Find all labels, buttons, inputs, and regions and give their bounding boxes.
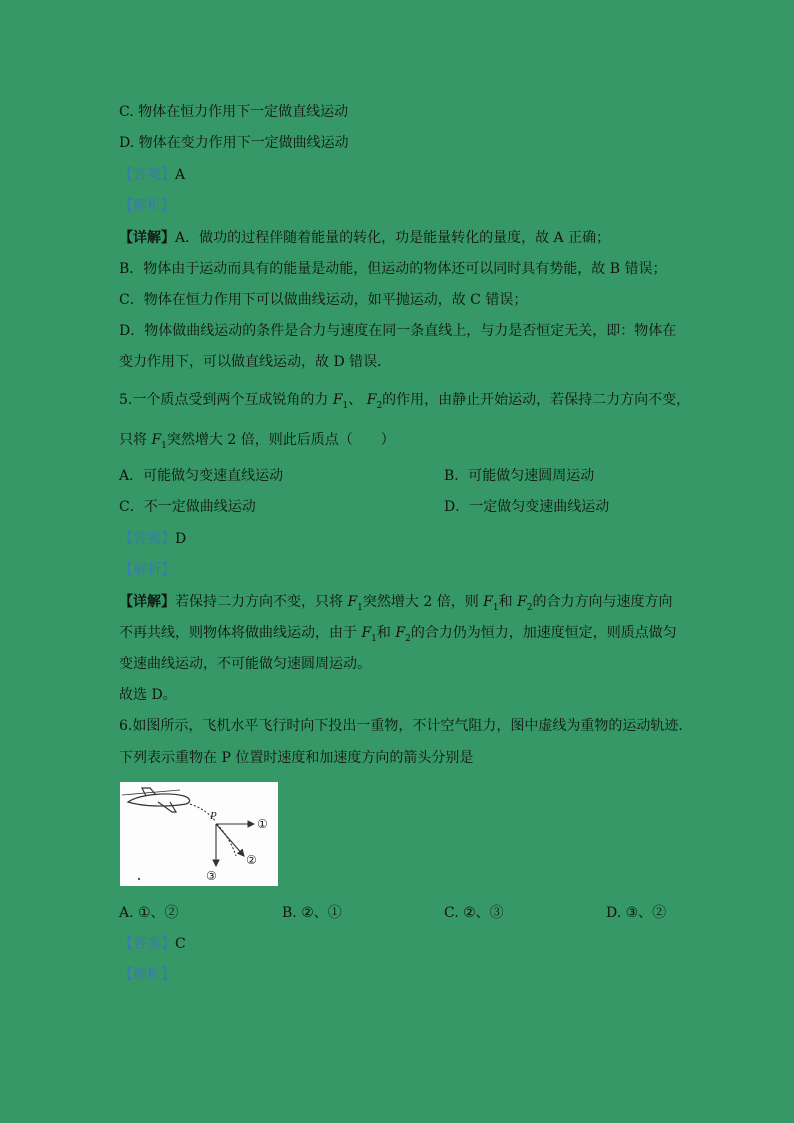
answer-tag: 【答案】 — [119, 167, 175, 183]
detail-text: 的合力方向与速度方向 — [532, 594, 673, 610]
q4-detail-d1: D．物体做曲线运动的条件是合力与速度在同一条直线上，与力是否恒定无关，即：物体在 — [119, 323, 677, 339]
stem-text: 的作用，由静止开始运动，若保持二力方向不变， — [382, 392, 691, 408]
q4-detail-a — [119, 228, 610, 248]
q6-stem-line1: 6.如图所示，飞机水平飞行时向下投出一重物，不计空气阻力，图中虚线为重物的运动轨迹. — [119, 718, 683, 734]
q4-analysis-tag: 【解析】 — [119, 198, 175, 214]
answer-tag: 【答案】 — [119, 936, 175, 952]
force-symbol: F — [517, 594, 527, 610]
q6-stem-line2: 下列表示重物在 P 位置时速度和加速度方向的箭头分别是 — [119, 750, 474, 766]
arrow-3-label: ③ — [206, 869, 217, 883]
airplane-drop-figure — [120, 782, 278, 886]
q4-option-c: C. 物体在恒力作用下一定做直线运动 — [119, 104, 349, 120]
stem-text: 只将 — [119, 432, 152, 448]
subscript: 1 — [492, 602, 499, 613]
force-symbol: F — [361, 625, 372, 641]
q5-option-b: B．可能做匀速圆周运动 — [444, 468, 595, 484]
answer-value: A — [175, 167, 186, 183]
q5-option-d: D．一定做匀变速曲线运动 — [444, 499, 610, 515]
answer-value: D — [175, 531, 187, 547]
detail-text: 和 — [498, 594, 518, 610]
q5-answer — [119, 529, 186, 549]
arrow-1-label: ① — [257, 817, 268, 831]
q5-option-c: C．不一定做曲线运动 — [119, 499, 256, 515]
stem-text: 突然增大 2 倍，则此后质点（ ） — [166, 432, 395, 448]
detail-text: 的合力仍为恒力，加速度恒定，则质点做匀 — [410, 625, 677, 641]
q5-stem-line1 — [119, 390, 690, 416]
stem-text: 5.一个质点受到两个互成锐角的力 — [119, 392, 333, 408]
q5-option-a: A．可能做匀变速直线运动 — [119, 468, 284, 484]
force-symbol: F — [366, 392, 377, 408]
trajectory-diagram — [120, 782, 278, 886]
q4-answer — [119, 165, 185, 185]
detail-tag: 【详解】 — [119, 230, 175, 246]
q5-detail-line3: 变速曲线运动，不可能做匀速圆周运动。 — [119, 656, 371, 672]
q6-answer — [119, 934, 186, 954]
airplane-icon — [122, 788, 190, 812]
separator: 、 — [348, 392, 367, 408]
subscript: 1 — [161, 440, 167, 451]
q6-analysis-tag: 【解析】 — [119, 967, 175, 983]
detail-text: 突然增大 2 倍，则 — [362, 594, 484, 610]
subscript: 1 — [342, 400, 349, 411]
detail-text: 和 — [376, 625, 396, 641]
point-p-label: P — [210, 810, 217, 822]
q4-detail-c: C．物体在恒力作用下可以做曲线运动，如平抛运动，故 C 错误； — [119, 292, 528, 308]
arrow-2-label: ② — [246, 853, 257, 867]
q4-detail-d2: 变力作用下，可以做直线运动，故 D 错误． — [119, 354, 392, 370]
detail-text: 不再共线，则物体将做曲线运动，由于 — [119, 625, 362, 641]
q4-detail-b: B．物体由于运动而具有的能量是动能，但运动的物体还可以同时具有势能，故 B 错误； — [119, 261, 667, 277]
speck — [138, 878, 140, 880]
subscript: 2 — [526, 602, 533, 613]
detail-tag: 【详解】 — [119, 594, 175, 610]
q4-option-d: D. 物体在变力作用下一定做曲线运动 — [119, 135, 349, 151]
force-symbol: F — [151, 432, 162, 448]
force-symbol: F — [483, 594, 493, 610]
q6-option-c: C. ②、③ — [444, 905, 504, 921]
detail-text: A．做功的过程伴随着能量的转化，功是能量转化的量度，故 A 正确； — [175, 230, 611, 246]
q5-detail-line2 — [119, 623, 677, 649]
subscript: 1 — [357, 602, 363, 613]
answer-value: C — [175, 936, 186, 952]
answer-tag: 【答案】 — [119, 531, 175, 547]
q6-option-a: A. ①、② — [119, 905, 179, 921]
force-symbol: F — [332, 392, 343, 408]
force-symbol: F — [395, 625, 406, 641]
subscript: 2 — [405, 633, 411, 644]
detail-text: 若保持二力方向不变，只将 — [175, 594, 348, 610]
q6-option-b: B. ②、① — [282, 905, 342, 921]
q5-conclusion: 故选 D。 — [119, 687, 177, 703]
subscript: 2 — [376, 400, 383, 411]
q5-analysis-tag: 【解析】 — [119, 562, 175, 578]
q5-detail-line1 — [119, 592, 673, 618]
q6-option-d: D. ③、② — [606, 905, 667, 921]
force-symbol: F — [347, 594, 358, 610]
arrow-2 — [216, 824, 244, 856]
subscript: 1 — [371, 633, 377, 644]
q5-stem-line2 — [119, 430, 395, 456]
